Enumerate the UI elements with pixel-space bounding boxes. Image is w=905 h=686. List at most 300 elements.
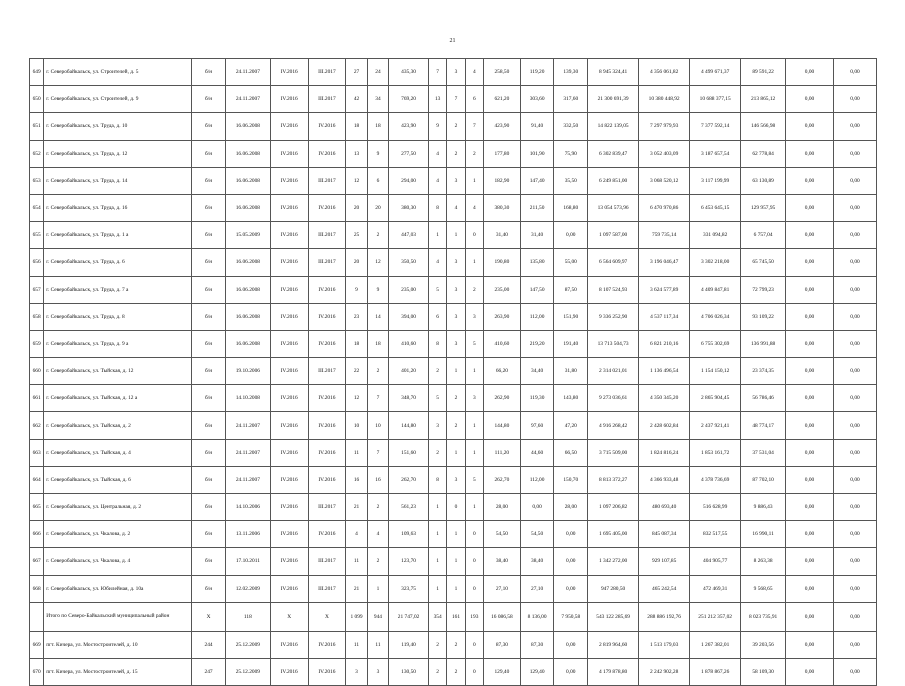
table-cell: IV.2016 <box>270 194 308 221</box>
table-cell: 1 <box>447 439 465 466</box>
table-cell: III.2017 <box>308 548 346 575</box>
table-cell: X <box>308 602 346 631</box>
table-cell: 4 409 847,81 <box>690 276 741 303</box>
table-cell: 27,10 <box>520 575 554 602</box>
table-cell: 2 <box>447 658 465 685</box>
table-cell: 18 <box>367 113 388 140</box>
table-cell: 7 <box>428 59 446 86</box>
table-cell: IV.2016 <box>270 330 308 357</box>
table-cell: IV.2016 <box>270 439 308 466</box>
table-cell: 759 735,14 <box>639 222 690 249</box>
row-number-cell: 668 <box>30 575 44 602</box>
table-cell: 193 <box>465 602 483 631</box>
table-cell: 55,00 <box>554 249 588 276</box>
table-cell: 35,50 <box>554 167 588 194</box>
table-cell: IV.2016 <box>308 385 346 412</box>
table-cell: 0,00 <box>834 631 877 658</box>
table-cell: 472 469,31 <box>690 575 741 602</box>
table-row <box>30 113 877 140</box>
table-cell: 0,00 <box>520 494 554 521</box>
table-cell: 1 824 816,24 <box>639 439 690 466</box>
row-number-cell: 661 <box>30 385 44 412</box>
table-cell: 331 094,82 <box>690 222 741 249</box>
table-cell: 354 <box>428 602 446 631</box>
table-cell: 9 <box>428 113 446 140</box>
table-cell: 151,60 <box>389 439 429 466</box>
table-cell: 303,60 <box>520 86 554 113</box>
table-cell: 0,00 <box>786 439 834 466</box>
table-cell: 8 023 735,91 <box>741 602 786 631</box>
table-cell: 1 853 161,72 <box>690 439 741 466</box>
table-cell: 129,40 <box>484 658 521 685</box>
table-cell: 2 <box>428 358 446 385</box>
table-cell: 10 380 448,92 <box>639 86 690 113</box>
table-cell: 5 <box>428 276 446 303</box>
table-cell: 16 990,11 <box>741 521 786 548</box>
table-cell: 235,00 <box>484 276 521 303</box>
table-cell: 0,00 <box>834 86 877 113</box>
table-cell: 2 <box>428 439 446 466</box>
table-cell: 16.06.2008 <box>225 113 270 140</box>
table-cell: 0,00 <box>786 412 834 439</box>
table-cell: 1 513 179,03 <box>639 631 690 658</box>
table-cell: 0,00 <box>834 330 877 357</box>
table-cell: 288 886 192,76 <box>639 602 690 631</box>
table-cell: 21 747,02 <box>389 602 429 631</box>
table-cell: 0,00 <box>834 59 877 86</box>
table-cell: 1 <box>447 358 465 385</box>
address-cell: г. Северобайкальск, ул. Тыйская, д. 2 <box>44 412 192 439</box>
table-cell: б/н <box>192 439 226 466</box>
table-cell: 24 <box>367 59 388 86</box>
table-cell: 2 819 964,60 <box>588 631 639 658</box>
row-number-cell: 657 <box>30 276 44 303</box>
table-cell: 20 <box>346 194 367 221</box>
table-cell: 16.06.2008 <box>225 330 270 357</box>
table-cell: 3 117 199,99 <box>690 167 741 194</box>
table-cell: 3 <box>447 59 465 86</box>
table-cell: 13 <box>346 140 367 167</box>
table-cell: III.2017 <box>308 59 346 86</box>
table-cell: 3 <box>447 276 465 303</box>
table-cell: IV.2016 <box>308 658 346 685</box>
table-cell: 20 <box>346 249 367 276</box>
table-cell: 7 <box>447 86 465 113</box>
table-cell: 0,00 <box>834 276 877 303</box>
table-cell: 139,30 <box>554 59 588 86</box>
table-cell: 0 <box>465 548 483 575</box>
table-cell: б/н <box>192 276 226 303</box>
table-cell: 25.12.2009 <box>225 631 270 658</box>
table-cell: X <box>192 602 226 631</box>
table-cell: 21 300 691,39 <box>588 86 639 113</box>
table-cell: 0,00 <box>554 548 588 575</box>
table-cell: 16.06.2008 <box>225 276 270 303</box>
table-cell: 18 <box>346 113 367 140</box>
table-cell: 23 <box>346 303 367 330</box>
table-cell: 211,50 <box>520 194 554 221</box>
table-cell: IV.2016 <box>270 222 308 249</box>
table-cell: 0,00 <box>786 86 834 113</box>
address-cell: г. Северобайкальск, ул. Тыйская, д. 12 <box>44 358 192 385</box>
table-cell: 123,70 <box>389 548 429 575</box>
table-cell: 2 242 902,28 <box>639 658 690 685</box>
table-cell: 10 <box>367 412 388 439</box>
table-cell: 118 <box>225 602 270 631</box>
table-cell: 129 957,95 <box>741 194 786 221</box>
row-number-cell: 660 <box>30 358 44 385</box>
table-cell: 0,00 <box>786 303 834 330</box>
table-cell: 447,03 <box>389 222 429 249</box>
table-cell: 16 <box>367 466 388 493</box>
table-row <box>30 575 877 602</box>
table-cell: 3 624 577,89 <box>639 276 690 303</box>
table-cell: 147,40 <box>520 167 554 194</box>
table-cell: 111,20 <box>484 439 521 466</box>
table-cell: 16.06.2008 <box>225 249 270 276</box>
table-cell: 6 302 839,47 <box>588 140 639 167</box>
table-cell: 251 212 357,02 <box>690 602 741 631</box>
table-cell: 24.11.2007 <box>225 412 270 439</box>
table-cell: 4 <box>367 521 388 548</box>
table-cell: 16.06.2008 <box>225 140 270 167</box>
table-cell: б/н <box>192 222 226 249</box>
table-cell: 89 591,22 <box>741 59 786 86</box>
table-cell: 47,20 <box>554 412 588 439</box>
table-cell: IV.2016 <box>308 466 346 493</box>
table-cell: 109,63 <box>389 521 429 548</box>
table-cell: 8 813 372,27 <box>588 466 639 493</box>
table-cell: 14 822 139,05 <box>588 113 639 140</box>
table-cell: 150,70 <box>554 466 588 493</box>
table-cell: 31,40 <box>520 222 554 249</box>
table-cell: 0,00 <box>834 303 877 330</box>
table-row <box>30 303 877 330</box>
table-row <box>30 494 877 521</box>
table-cell: 119,40 <box>389 631 429 658</box>
table-cell: 1 <box>465 167 483 194</box>
table-cell: 4 <box>447 194 465 221</box>
table-cell: IV.2016 <box>308 330 346 357</box>
table-cell: 16 <box>346 466 367 493</box>
table-cell: IV.2016 <box>270 167 308 194</box>
table-cell: 65 745,50 <box>741 249 786 276</box>
table-cell: 410,60 <box>389 330 429 357</box>
table-cell: III.2017 <box>308 249 346 276</box>
table-cell: 151,90 <box>554 303 588 330</box>
table-cell: 262,90 <box>484 385 521 412</box>
table-cell: IV.2016 <box>270 412 308 439</box>
table-row <box>30 548 877 575</box>
table-cell: 3 <box>447 249 465 276</box>
table-cell: 6 <box>465 86 483 113</box>
table-cell: 191,40 <box>554 330 588 357</box>
table-cell: б/н <box>192 303 226 330</box>
table-cell: 24.11.2007 <box>225 59 270 86</box>
table-cell: 0,00 <box>786 658 834 685</box>
table-cell: 3 187 657,54 <box>690 140 741 167</box>
table-cell: 2 <box>447 113 465 140</box>
table-cell: 31,40 <box>484 222 521 249</box>
row-number-cell: 662 <box>30 412 44 439</box>
table-cell: 1 <box>447 575 465 602</box>
table-cell: 177,80 <box>484 140 521 167</box>
table-cell: 13.11.2006 <box>225 521 270 548</box>
table-cell: 18 <box>367 330 388 357</box>
table-cell: 3 <box>447 303 465 330</box>
table-cell: 54,50 <box>520 521 554 548</box>
table-cell: 119,20 <box>520 59 554 86</box>
table-cell: 0,00 <box>786 385 834 412</box>
table-cell: б/н <box>192 412 226 439</box>
table-cell: 0,00 <box>786 494 834 521</box>
table-cell: 0,00 <box>834 602 877 631</box>
table-cell: 9 <box>367 140 388 167</box>
address-cell: г. Северобайкальск, ул. Труда, д. 9 а <box>44 330 192 357</box>
table-cell: 401,20 <box>389 358 429 385</box>
table-cell: 6 564 609,97 <box>588 249 639 276</box>
table-cell: IV.2016 <box>270 631 308 658</box>
table-cell: 0,00 <box>786 466 834 493</box>
row-number-cell: 651 <box>30 113 44 140</box>
table-cell: 18 <box>346 330 367 357</box>
table-cell: б/н <box>192 86 226 113</box>
table-cell: 63 130,89 <box>741 167 786 194</box>
table-cell: IV.2016 <box>270 303 308 330</box>
table-row <box>30 631 877 658</box>
table-cell: 9 <box>346 276 367 303</box>
table-cell: 0,00 <box>786 631 834 658</box>
address-cell: г. Северобайкальск, ул. Строителей, д. 5 <box>44 59 192 86</box>
table-cell: 1 <box>428 521 446 548</box>
table-cell: 4 356 061,82 <box>639 59 690 86</box>
table-cell: 394,00 <box>389 303 429 330</box>
table-cell: 262,70 <box>389 466 429 493</box>
table-row <box>30 167 877 194</box>
table-cell: III.2017 <box>308 358 346 385</box>
table-cell: 17.10.2011 <box>225 548 270 575</box>
table-cell: 0,00 <box>834 466 877 493</box>
table-cell: б/н <box>192 466 226 493</box>
table-cell: 0,00 <box>834 385 877 412</box>
table-cell: 0 <box>465 222 483 249</box>
table-cell: 0,00 <box>786 167 834 194</box>
address-cell: г. Северобайкальск, ул. Труда, д. 6 <box>44 249 192 276</box>
table-cell: 929 107,85 <box>639 548 690 575</box>
table-cell: IV.2016 <box>270 140 308 167</box>
table-row <box>30 222 877 249</box>
table-cell: IV.2016 <box>308 303 346 330</box>
table-cell: 168,80 <box>554 194 588 221</box>
table-cell: 87,50 <box>554 276 588 303</box>
table-cell: 0 <box>465 521 483 548</box>
table-cell: 87,30 <box>520 631 554 658</box>
table-cell: 34,40 <box>520 358 554 385</box>
table-cell: 6 755 302,69 <box>690 330 741 357</box>
table-cell: 8 263,38 <box>741 548 786 575</box>
table-cell: 0,00 <box>786 575 834 602</box>
table-cell: IV.2016 <box>308 521 346 548</box>
table-cell: IV.2016 <box>270 548 308 575</box>
table-cell: 2 437 921,41 <box>690 412 741 439</box>
table-cell: 7 <box>367 439 388 466</box>
address-cell: г. Северобайкальск, ул. Чкалова, д. 2 <box>44 521 192 548</box>
table-cell: IV.2016 <box>270 575 308 602</box>
table-cell: 0,00 <box>834 658 877 685</box>
table-cell: 2 <box>428 658 446 685</box>
table-cell: III.2017 <box>308 222 346 249</box>
table-cell: 129,40 <box>520 658 554 685</box>
table-cell: 13 <box>428 86 446 113</box>
table-cell: 190,80 <box>484 249 521 276</box>
housing-register-table <box>29 58 877 686</box>
page-number: 21 <box>449 38 456 44</box>
table-cell: 8 945 324,41 <box>588 59 639 86</box>
table-cell: 5 <box>428 385 446 412</box>
table-cell: 16.06.2008 <box>225 167 270 194</box>
table-cell: 944 <box>367 602 388 631</box>
table-cell: 21 <box>346 494 367 521</box>
table-cell: 1 <box>428 222 446 249</box>
table-cell: 1 <box>465 494 483 521</box>
table-cell: 39 203,56 <box>741 631 786 658</box>
table-cell: 16.06.2008 <box>225 194 270 221</box>
table-cell: 9 <box>367 276 388 303</box>
table-cell: 0,00 <box>786 222 834 249</box>
address-cell: г. Северобайкальск, ул. Юбилейная, д. 10а <box>44 575 192 602</box>
table-row <box>30 358 877 385</box>
table-cell: 112,00 <box>520 466 554 493</box>
table-cell: 2 428 602,84 <box>639 412 690 439</box>
table-cell: 93 109,22 <box>741 303 786 330</box>
table-cell: 12.02.2009 <box>225 575 270 602</box>
table-cell: 410,60 <box>484 330 521 357</box>
table-cell: 72 799,23 <box>741 276 786 303</box>
table-cell: III.2017 <box>308 86 346 113</box>
row-number-cell: 670 <box>30 658 44 685</box>
address-cell: пгт. Кичера, ул. Мостостроителей, д. 10 <box>44 631 192 658</box>
table-cell: 1 097 587,00 <box>588 222 639 249</box>
table-cell: 8 <box>428 330 446 357</box>
table-cell: 3 715 509,00 <box>588 439 639 466</box>
table-cell: 24.11.2007 <box>225 466 270 493</box>
table-cell: 14 <box>367 303 388 330</box>
table-cell: 9 886,43 <box>741 494 786 521</box>
table-cell: 136 991,88 <box>741 330 786 357</box>
table-cell: 12 <box>346 385 367 412</box>
table-cell: 1 136 496,54 <box>639 358 690 385</box>
table-cell: 3 <box>346 658 367 685</box>
table-cell: 0 <box>465 575 483 602</box>
address-cell: г. Северобайкальск, ул. Тыйская, д. 12 а <box>44 385 192 412</box>
table-cell: 0,00 <box>834 358 877 385</box>
table-cell: 66,20 <box>484 358 521 385</box>
table-cell: 22 <box>346 358 367 385</box>
table-cell: б/н <box>192 494 226 521</box>
table-cell: 1 099 <box>346 602 367 631</box>
address-cell: г. Северобайкальск, ул. Чкалова, д. 4 <box>44 548 192 575</box>
table-cell: 561,23 <box>389 494 429 521</box>
table-cell: 15.05.2009 <box>225 222 270 249</box>
table-cell: 1 <box>428 494 446 521</box>
table-cell: 3 <box>465 385 483 412</box>
table-cell: 2 865 904,45 <box>690 385 741 412</box>
address-cell: г. Северобайкальск, ул. Труда, д. 1 а <box>44 222 192 249</box>
table-cell: 3 <box>447 167 465 194</box>
address-cell: г. Северобайкальск, ул. Труда, д. 12 <box>44 140 192 167</box>
address-cell: г. Северобайкальск, ул. Труда, д. 14 <box>44 167 192 194</box>
table-cell: 2 <box>367 494 388 521</box>
table-cell: 2 <box>447 140 465 167</box>
table-cell: 3 <box>447 466 465 493</box>
table-cell: 0,00 <box>834 494 877 521</box>
table-cell: б/н <box>192 575 226 602</box>
table-cell: IV.2016 <box>270 358 308 385</box>
row-number-cell: 654 <box>30 194 44 221</box>
table-row <box>30 385 877 412</box>
table-cell: 161 <box>447 602 465 631</box>
table-cell: 2 <box>447 412 465 439</box>
table-cell: 277,50 <box>389 140 429 167</box>
row-number-cell <box>30 602 44 631</box>
table-cell: IV.2016 <box>270 59 308 86</box>
table-cell: 27 <box>346 59 367 86</box>
table-cell: 143,80 <box>554 385 588 412</box>
table-cell: 87 702,10 <box>741 466 786 493</box>
table-cell: 465 242,54 <box>639 575 690 602</box>
table-cell: 0,00 <box>786 548 834 575</box>
table-cell: 769,20 <box>389 86 429 113</box>
table-cell: 6 249 851,00 <box>588 167 639 194</box>
table-cell: 0,00 <box>834 412 877 439</box>
table-row <box>30 194 877 221</box>
address-cell: г. Северобайкальск, ул. Тыйская, д. 4 <box>44 439 192 466</box>
table-cell: 3 <box>428 412 446 439</box>
table-cell: 8 <box>428 466 446 493</box>
address-cell: пгт. Кичера, ул. Мостостроителей, д. 15 <box>44 658 192 685</box>
table-cell: 11 <box>346 631 367 658</box>
table-cell: 0 <box>465 631 483 658</box>
address-cell: Итого по Северо-Байкальский муниципальный район <box>44 602 192 631</box>
table-cell: 244 <box>192 631 226 658</box>
table-cell: 0,00 <box>554 575 588 602</box>
table-cell: 0,00 <box>834 439 877 466</box>
address-cell: г. Северобайкальск, ул. Труда, д. 10 <box>44 113 192 140</box>
table-cell: 213 865,12 <box>741 86 786 113</box>
table-cell: 0,00 <box>834 548 877 575</box>
table-cell: 54,50 <box>484 521 521 548</box>
table-cell: 332,50 <box>554 113 588 140</box>
table-cell: 75,90 <box>554 140 588 167</box>
table-cell: 144,80 <box>484 412 521 439</box>
table-cell: б/н <box>192 330 226 357</box>
table-cell: 7 297 979,93 <box>639 113 690 140</box>
table-cell: 62 778,84 <box>741 140 786 167</box>
table-cell: 435,30 <box>389 59 429 86</box>
table-cell: 4 179 878,80 <box>588 658 639 685</box>
table-cell: 1 <box>428 575 446 602</box>
table-cell: 4 <box>465 194 483 221</box>
table-row <box>30 521 877 548</box>
address-cell: г. Северобайкальск, ул. Тыйская, д. 6 <box>44 466 192 493</box>
table-cell: III.2017 <box>308 575 346 602</box>
table-cell: 20 <box>367 194 388 221</box>
row-number-cell: 658 <box>30 303 44 330</box>
table-row <box>30 439 877 466</box>
table-cell: 3 196 046,47 <box>639 249 690 276</box>
table-cell: 8 136,00 <box>520 602 554 631</box>
table-cell: 0,00 <box>834 249 877 276</box>
